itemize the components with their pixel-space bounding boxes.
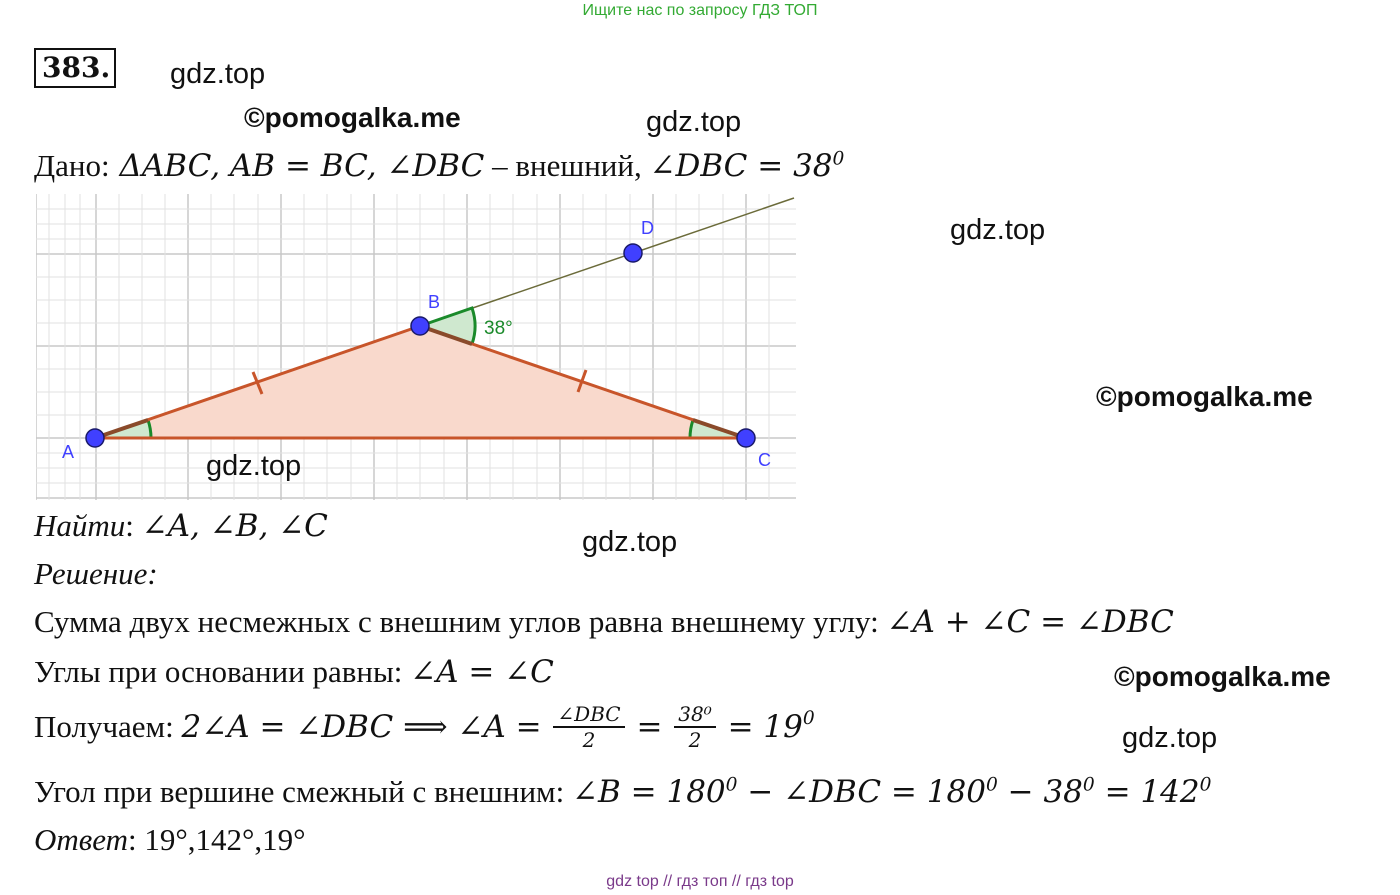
watermark-gdz: gdz.top <box>170 58 266 90</box>
step4-math-4: = 142 <box>1094 774 1200 810</box>
find-colon: : <box>125 508 142 543</box>
step4-math-1: ∠B = 180 <box>572 774 726 810</box>
watermark-gdz: gdz.top <box>950 214 1046 246</box>
degree-exponent: 0 <box>1082 774 1095 796</box>
fraction-denominator: 2 <box>688 728 702 752</box>
find-line <box>34 508 328 544</box>
find-math: ∠A, ∠B, ∠C <box>141 508 328 544</box>
solution-step-4 <box>34 774 1211 810</box>
label-b: B <box>428 292 441 312</box>
watermark-pomogalka: ©pomogalka.me <box>244 102 461 133</box>
fraction-numerator: 38⁰ <box>674 702 715 728</box>
given-math: ΔABC, AB = BC, ∠DBC <box>119 148 485 184</box>
given-label: Дано: <box>34 148 110 183</box>
fraction-dbc-over-2 <box>553 702 624 752</box>
watermark-gdz: gdz.top <box>1122 722 1218 754</box>
step3-math: 2∠A = ∠DBC ⟹ ∠A = <box>181 709 552 745</box>
given-line <box>34 148 844 184</box>
step1-math: ∠A + ∠C = ∠DBC <box>886 604 1174 640</box>
watermark-pomogalka: ©pomogalka.me <box>1114 661 1331 692</box>
label-d: D <box>641 218 654 238</box>
triangle-abc <box>95 326 746 438</box>
watermark-pomogalka: ©pomogalka.me <box>1096 381 1313 412</box>
point-b <box>411 317 429 335</box>
fraction-38-over-2 <box>674 702 715 752</box>
footer-links: gdz top // гдз топ // гдз top <box>606 873 794 890</box>
equals-sign: = <box>626 709 673 745</box>
step2-math: ∠A = ∠C <box>410 654 554 690</box>
solution-step-2 <box>34 654 554 690</box>
degree-exponent: 0 <box>985 774 998 796</box>
answer-label: Ответ <box>34 822 128 857</box>
solution-step-1 <box>34 604 1174 640</box>
fraction-denominator: 2 <box>582 728 596 752</box>
step4-text: Угол при вершине смежный с внешним: <box>34 774 573 809</box>
point-c <box>737 429 755 447</box>
point-d <box>624 244 642 262</box>
degree-exponent: 0 <box>802 708 815 730</box>
watermark-gdz: gdz.top <box>582 526 678 558</box>
solution-label: Решение: <box>34 556 158 591</box>
label-a: A <box>62 442 75 462</box>
point-a <box>86 429 104 447</box>
step3-result: = 19 <box>717 709 803 745</box>
degree-exponent: 0 <box>832 148 845 170</box>
ray-bd <box>420 198 794 326</box>
step1-text: Сумма двух несмежных с внешним углов равна внешнему углу: <box>34 604 887 639</box>
label-c: C <box>758 450 771 470</box>
solution-step-3 <box>34 702 815 772</box>
degree-exponent: 0 <box>725 774 738 796</box>
step2-text: Углы при основании равны: <box>34 654 411 689</box>
watermark-gdz: gdz.top <box>646 106 742 138</box>
watermark-gdz: gdz.top <box>206 450 302 482</box>
answer-line <box>34 822 306 858</box>
given-angle: ∠DBC = 38 <box>649 148 833 184</box>
triangle-figure <box>36 194 796 500</box>
degree-exponent: 0 <box>1199 774 1212 796</box>
fraction-numerator: ∠DBC <box>553 702 624 728</box>
step3-text: Получаем: <box>34 709 182 744</box>
top-banner: Ищите нас по запросу ГДЗ ТОП <box>582 2 818 19</box>
problem-number: 383. <box>34 48 116 88</box>
step4-math-3: − 38 <box>997 774 1083 810</box>
find-label: Найти <box>34 508 126 543</box>
given-text: – внешний, <box>484 148 650 183</box>
step4-math-2: − ∠DBC = 180 <box>737 774 986 810</box>
angle-label: 38° <box>484 318 513 339</box>
answer-text: : 19°,142°,19° <box>127 822 306 857</box>
